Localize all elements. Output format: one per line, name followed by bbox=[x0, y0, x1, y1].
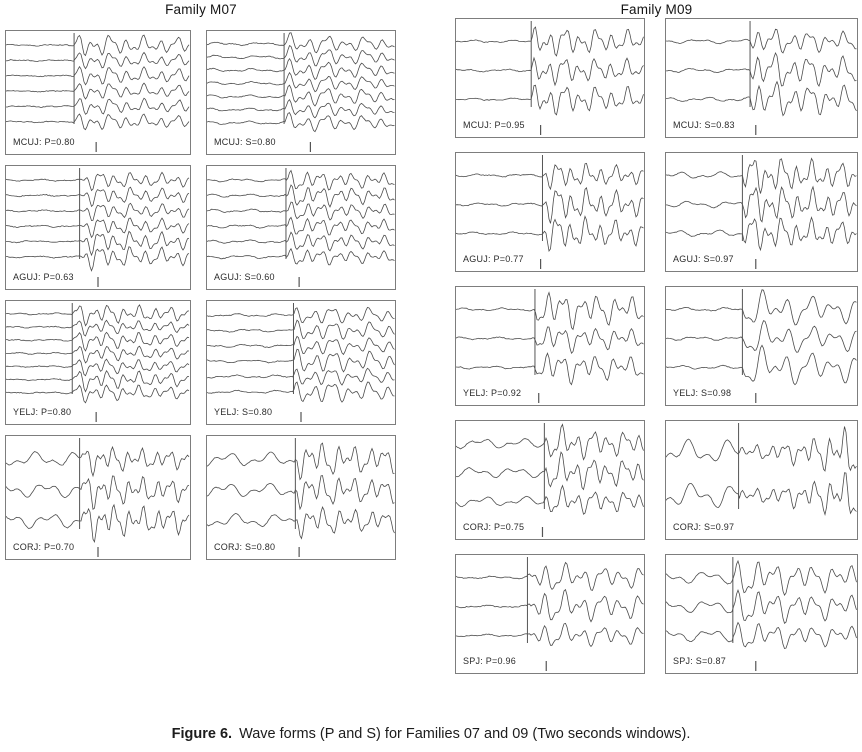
waveform-panel-spj-p-m09 bbox=[455, 554, 645, 674]
waveform-panel-corj-s-m07 bbox=[206, 435, 396, 560]
seismic-trace bbox=[6, 346, 189, 363]
family-m09-panels bbox=[455, 18, 858, 674]
panel-label: MCUJ: S=0.80 bbox=[214, 137, 276, 147]
seismic-trace bbox=[207, 202, 395, 220]
seismic-trace bbox=[456, 486, 644, 515]
seismic-trace bbox=[666, 53, 857, 86]
seismic-trace bbox=[6, 203, 189, 220]
seismic-trace bbox=[207, 476, 395, 509]
seismic-trace bbox=[666, 82, 857, 116]
seismic-trace bbox=[6, 332, 189, 351]
waveform-panel-mcuj-s-m07 bbox=[206, 30, 396, 155]
seismic-trace bbox=[207, 443, 395, 479]
panel-label: CORJ: P=0.70 bbox=[13, 542, 75, 552]
family-m09-title: Family M09 bbox=[620, 2, 693, 17]
panel-label: AGUJ: P=0.77 bbox=[463, 254, 524, 264]
seismic-trace bbox=[207, 217, 395, 235]
panel-label: MCUJ: S=0.83 bbox=[673, 120, 735, 130]
panel-label: CORJ: S=0.80 bbox=[214, 542, 276, 552]
seismic-trace bbox=[6, 359, 189, 376]
seismic-trace bbox=[207, 46, 395, 66]
waveform-panel-spj-s-m09 bbox=[665, 554, 858, 674]
waveform-panel-aguj-p-m07 bbox=[5, 165, 191, 290]
seismic-trace bbox=[456, 163, 644, 189]
seismic-trace bbox=[207, 507, 395, 538]
seismic-trace bbox=[207, 307, 395, 323]
seismic-trace bbox=[6, 35, 189, 55]
family-m07-panels bbox=[5, 30, 396, 560]
seismic-trace bbox=[6, 320, 189, 336]
panel-label: AGUJ: P=0.63 bbox=[13, 272, 74, 282]
seismic-trace bbox=[666, 427, 857, 471]
seismic-trace bbox=[456, 424, 644, 459]
panel-label: SPJ: S=0.87 bbox=[673, 656, 727, 666]
seismic-trace bbox=[666, 290, 857, 325]
waveform-panel-corj-s-m09 bbox=[665, 420, 858, 540]
seismic-trace bbox=[207, 85, 395, 106]
seismic-trace bbox=[456, 353, 644, 384]
panel-label: MCUJ: P=0.95 bbox=[463, 120, 525, 130]
panel-label: AGUJ: S=0.97 bbox=[673, 254, 734, 264]
waveform-panel-corj-p-m09 bbox=[455, 420, 645, 540]
panel-label: CORJ: P=0.75 bbox=[463, 522, 525, 532]
seismic-trace bbox=[666, 217, 857, 250]
waveform-plot bbox=[6, 301, 190, 424]
figure-caption bbox=[0, 726, 862, 742]
waveform-plot bbox=[6, 166, 190, 289]
seismic-trace bbox=[6, 371, 189, 392]
seismic-trace bbox=[456, 85, 644, 115]
seismic-trace bbox=[666, 561, 857, 595]
panel-label: SPJ: P=0.96 bbox=[463, 656, 517, 666]
seismic-trace bbox=[207, 73, 395, 92]
seismic-trace bbox=[6, 305, 189, 326]
seismic-trace bbox=[456, 188, 644, 224]
waveform-panel-aguj-s-m09 bbox=[665, 152, 858, 272]
seismic-trace bbox=[6, 83, 189, 99]
waveform-panel-mcuj-s-m09 bbox=[665, 18, 858, 138]
family-m07-title: Family M07 bbox=[165, 2, 237, 17]
seismic-trace bbox=[666, 473, 857, 515]
seismic-trace bbox=[207, 113, 395, 132]
waveform-panel-corj-p-m07 bbox=[5, 435, 191, 560]
waveform-panel-aguj-s-m07 bbox=[206, 165, 396, 290]
waveform-panel-yelj-p-m07 bbox=[5, 300, 191, 425]
seismic-trace bbox=[207, 249, 395, 265]
seismic-trace bbox=[207, 320, 395, 339]
waveform-panel-mcuj-p-m09 bbox=[455, 18, 645, 138]
seismic-trace bbox=[207, 349, 395, 372]
seismic-trace bbox=[666, 345, 857, 384]
seismic-trace bbox=[207, 382, 395, 402]
family-m07-group bbox=[5, 0, 397, 562]
seismic-trace bbox=[666, 623, 857, 649]
seismic-trace bbox=[207, 171, 395, 191]
waveform-panel-aguj-p-m09 bbox=[455, 152, 645, 272]
panel-label: MCUJ: P=0.80 bbox=[13, 137, 75, 147]
seismic-trace bbox=[6, 114, 189, 130]
panel-label: YELJ: P=0.80 bbox=[13, 407, 72, 417]
seismic-trace bbox=[456, 452, 644, 489]
waveform-plot bbox=[207, 31, 395, 154]
seismic-trace bbox=[456, 563, 644, 591]
seismic-trace bbox=[6, 98, 189, 114]
waveform-panel-yelj-p-m09 bbox=[455, 286, 645, 406]
panel-label: AGUJ: S=0.60 bbox=[214, 272, 275, 282]
family-m09-group bbox=[455, 0, 858, 690]
seismic-trace bbox=[6, 447, 189, 476]
seismic-trace bbox=[6, 187, 189, 206]
caption-figure-label: Figure 6. bbox=[171, 726, 233, 742]
seismic-trace bbox=[666, 29, 857, 53]
waveform-plot bbox=[6, 31, 190, 154]
seismic-trace bbox=[6, 172, 189, 190]
seismic-trace bbox=[207, 336, 395, 354]
seismic-trace bbox=[6, 476, 189, 509]
seismic-trace bbox=[456, 590, 644, 622]
waveform-panel-yelj-s-m09 bbox=[665, 286, 858, 406]
seismic-trace bbox=[6, 505, 189, 542]
seismic-trace bbox=[6, 67, 189, 85]
seismic-trace bbox=[456, 27, 644, 56]
waveform-panel-yelj-s-m07 bbox=[206, 300, 396, 425]
seismic-trace bbox=[6, 52, 189, 68]
seismic-trace bbox=[207, 368, 395, 385]
seismic-trace bbox=[6, 231, 189, 255]
waveform-panel-mcuj-p-m07 bbox=[5, 30, 191, 155]
seismic-trace bbox=[456, 327, 644, 353]
seismic-trace bbox=[207, 100, 395, 118]
panel-label: YELJ: P=0.92 bbox=[463, 388, 522, 398]
seismic-trace bbox=[207, 232, 395, 251]
waveform-plot bbox=[207, 301, 395, 424]
waveform-plot bbox=[207, 166, 395, 289]
seismic-trace bbox=[207, 59, 395, 80]
seismic-trace bbox=[6, 385, 189, 403]
panel-label: YELJ: S=0.98 bbox=[673, 388, 732, 398]
seismic-trace bbox=[207, 33, 395, 53]
seismic-trace bbox=[666, 590, 857, 623]
panel-label: YELJ: S=0.80 bbox=[214, 407, 273, 417]
seismic-trace bbox=[207, 185, 395, 207]
waveform-plot bbox=[207, 436, 395, 559]
seismic-trace bbox=[456, 623, 644, 646]
seismic-trace bbox=[6, 247, 189, 271]
seismic-trace bbox=[456, 58, 644, 85]
seismic-trace bbox=[666, 321, 857, 353]
seismic-trace bbox=[456, 293, 644, 330]
panel-label: CORJ: S=0.97 bbox=[673, 522, 735, 532]
caption-text: Wave forms (P and S) for Families 07 and 09 (Two seconds windows). bbox=[239, 726, 691, 742]
waveform-plot bbox=[6, 436, 190, 559]
seismic-trace bbox=[666, 159, 857, 194]
